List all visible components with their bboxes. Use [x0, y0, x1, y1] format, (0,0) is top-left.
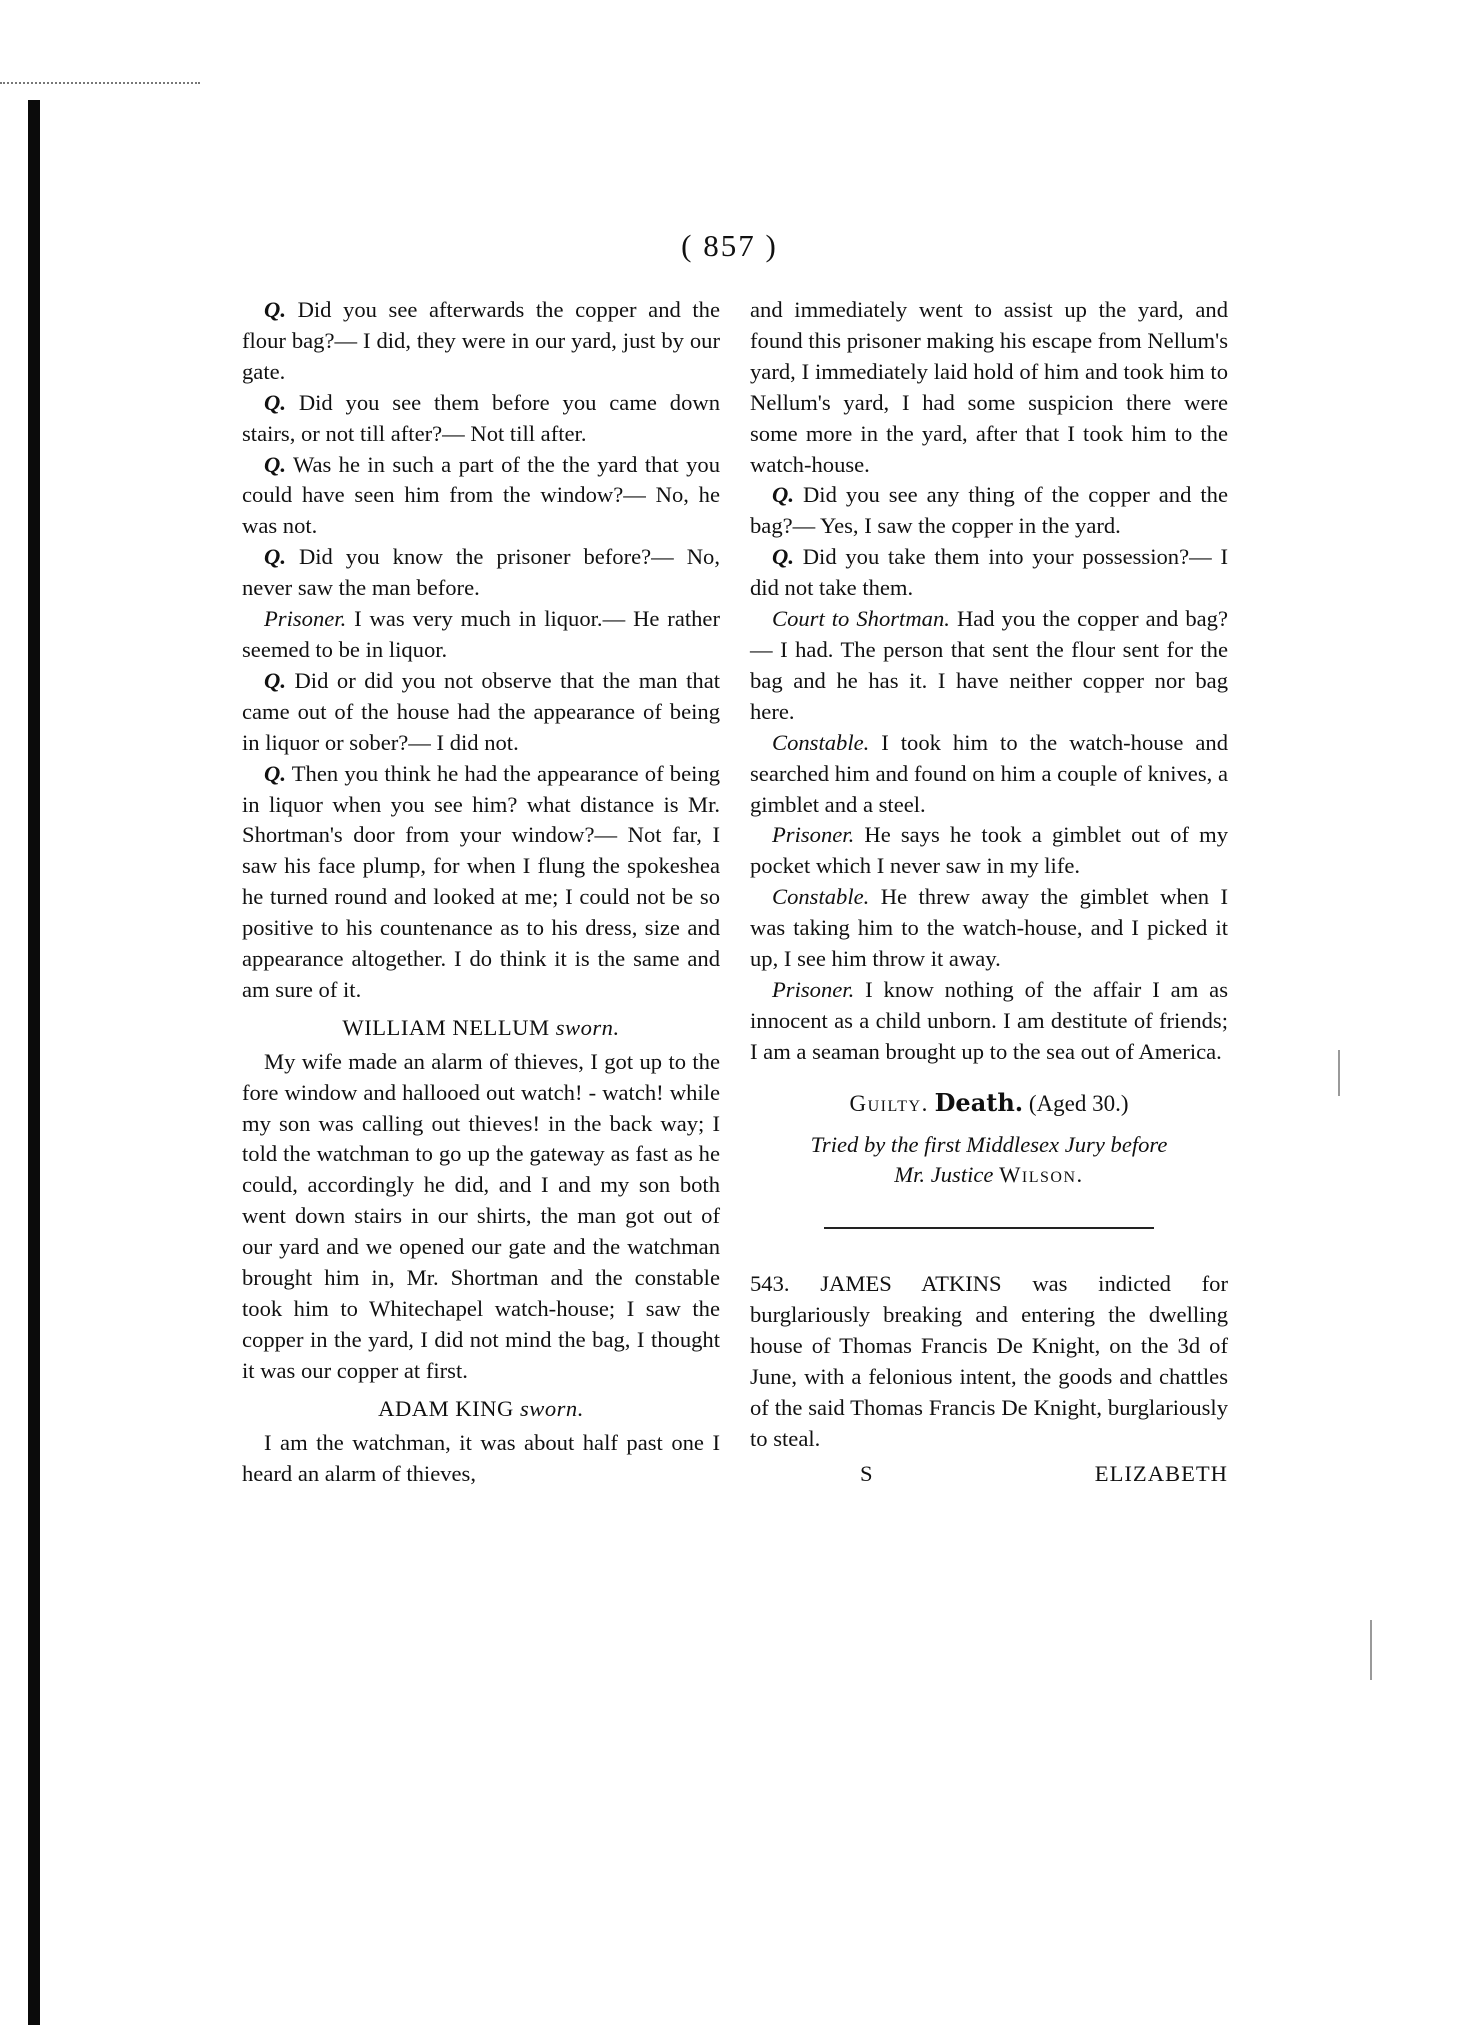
tried-jury-text: Tried by the first Middlesex Jury before	[810, 1131, 1168, 1157]
paragraph	[750, 604, 1228, 728]
paragraph	[750, 975, 1228, 1068]
speaker-label: Prisoner.	[772, 822, 855, 848]
question-marker: Q.	[264, 389, 286, 415]
paragraph: I am the watchman, it was about half past one I heard an alarm of thieves,	[242, 1429, 720, 1486]
witness-name: ADAM KING	[378, 1395, 514, 1421]
question-marker: Q.	[264, 451, 286, 477]
verdict-age: (Aged 30.)	[1028, 1090, 1129, 1116]
scan-noise-mark	[0, 82, 200, 102]
paragraph	[242, 604, 720, 666]
sworn-label: sworn.	[519, 1395, 584, 1421]
witness-heading	[242, 1013, 720, 1044]
catchword: ELIZABETH	[1094, 1460, 1228, 1486]
speaker-label: Constable.	[772, 729, 870, 755]
scan-page-edge	[28, 100, 40, 2025]
signature-mark: S	[860, 1460, 874, 1486]
tried-judge-line	[750, 1160, 1228, 1191]
paragraph-text: Did you know the prisoner before?— No, never saw the man before.	[242, 544, 720, 601]
paragraph	[242, 450, 720, 543]
paragraph	[242, 759, 720, 1006]
speaker-label: Constable.	[772, 884, 870, 910]
judge-title: Mr. Justice	[894, 1162, 994, 1188]
question-marker: Q.	[264, 544, 286, 570]
paragraph-text: Then you think he had the appearance of being in liquor when you see him? what distance is Mr. Shortman's door from your window?— Not far, I saw his face plump, for when I flung the spokeshea he turned round and looked at me; I could not be so positive to his countenance as to his dress, size and appearance altogether. I do think it is the same and am sure of it.	[242, 760, 720, 1002]
witness-name: WILLIAM NELLUM	[342, 1014, 550, 1040]
paragraph-text: Did you see afterwards the copper and the flour bag?— I did, they were in our yard, just by our gate.	[242, 297, 720, 384]
speaker-label: Court to Shortman.	[772, 606, 950, 632]
paragraph	[242, 666, 720, 759]
verdict-guilty: Guilty.	[849, 1090, 929, 1116]
paragraph-text: He says he took a gimblet out of my pocket which I never saw in my life.	[750, 822, 1228, 879]
left-column	[242, 295, 720, 1489]
sworn-label: sworn.	[555, 1014, 620, 1040]
paragraph	[750, 882, 1228, 975]
paragraph-text: Did or did you not observe that the man that came out of the house had the appearance of being in liquor or sober?— I did not.	[242, 667, 720, 755]
paragraph-text: Had you the copper and bag?— I had. The person that sent the flour sent for the bag and he has it. I have neither copper nor bag here.	[750, 606, 1228, 724]
catchwords-line	[750, 1459, 1228, 1490]
paragraph	[242, 542, 720, 604]
question-marker: Q.	[264, 667, 286, 693]
paragraph-text: Was he in such a part of the the yard that you could have seen him from the window?— No, he was not.	[242, 451, 720, 539]
paragraph	[242, 295, 720, 388]
right-column	[750, 295, 1228, 1490]
paragraph	[750, 542, 1228, 604]
paragraph-text: I was very much in liquor.— He rather seemed to be in liquor.	[242, 606, 720, 662]
question-marker: Q.	[772, 544, 794, 570]
paragraph-text: He threw away the gimblet when I was taking him to the watch-house, and I picked it up, I see him throw it away.	[750, 884, 1228, 972]
paragraph	[750, 480, 1228, 542]
paragraph-text: Did you see them before you came down stairs, or not till after?— Not till after.	[242, 389, 720, 446]
margin-mark	[1370, 1620, 1372, 1680]
paragraph-text: I know nothing of the affair I am as innocent as a child unborn. I am destitute of friends; I am a seaman brought up to the sea out of America.	[750, 976, 1228, 1064]
paragraph-text: I took him to the watch-house and searched him and found on him a couple of knives, a gimblet and a steel.	[750, 729, 1228, 817]
paragraph: and immediately went to assist up the yard, and found this prisoner making his escape from Nellum's yard, I immediately laid hold of him and took him to Nellum's yard, I had some suspicion there were some more in the yard, after that I took him to the watch-house.	[750, 297, 1228, 477]
indictment-paragraph: 543. JAMES ATKINS was indicted for burglariously breaking and entering the dwelling house of Thomas Francis De Knight, on the 3d of June, with a felonious intent, the goods and chattles of the said Thomas Francis De Knight, burglariously to steal.	[750, 1271, 1228, 1451]
question-marker: Q.	[264, 760, 286, 786]
witness-heading	[242, 1394, 720, 1425]
paragraph	[750, 820, 1228, 882]
judge-name: Wilson.	[999, 1162, 1084, 1188]
section-divider	[824, 1227, 1154, 1229]
speaker-label: Prisoner.	[264, 606, 347, 632]
page-number: ( 857 )	[681, 228, 778, 263]
speaker-label: Prisoner.	[772, 976, 855, 1002]
verdict-sentence: Death.	[934, 1087, 1024, 1117]
paragraph	[750, 728, 1228, 821]
paragraph-text: Did you see any thing of the copper and the bag?— Yes, I saw the copper in the yard.	[750, 482, 1228, 539]
paragraph	[242, 388, 720, 450]
margin-mark	[1338, 1050, 1340, 1096]
tried-by-line	[750, 1130, 1228, 1192]
paragraph: My wife made an alarm of thieves, I got up to the fore window and hallooed out watch! - watch! while my son was calling out thieves! in the back way; I told the watchman to go up the gateway as fast as he could, accordingly he did, and I and my son both went down stairs in our shirts, the man got out of our yard and we opened our gate and the watchman brought him in, Mr. Shortman and the constable took him to Whitechapel watch-house; I saw the copper in the yard, I did not mind the bag, I thought it was our copper at first.	[242, 1048, 720, 1383]
verdict-line	[750, 1088, 1228, 1120]
question-marker: Q.	[264, 297, 286, 322]
paragraph-text: Did you take them into your possession?— I did not take them.	[750, 544, 1228, 601]
question-marker: Q.	[772, 482, 794, 508]
